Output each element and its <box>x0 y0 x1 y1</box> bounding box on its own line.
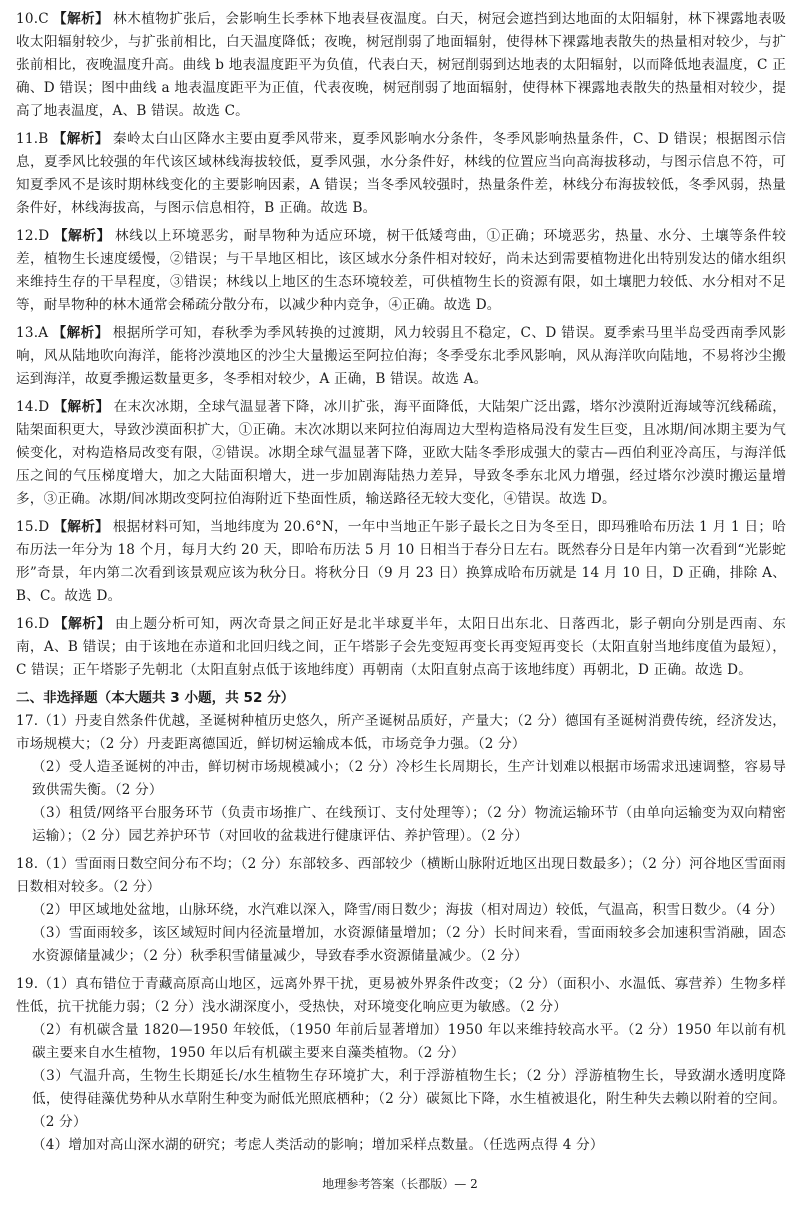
answer-item-11 <box>16 128 786 220</box>
answer-text: 根据材料可知，当地纬度为 20.6°N，一年中当地正午影子最长之日为冬至日，即玛雅哈布历法 1 月 1 日；哈布历法一年分为 18 个月，每月大约 20 天，即哈布历法 5 月 10 日相当于春分日左右。既然春分日是年内第一次看到“光影蛇形”奇景，年内第二次看到该景观应该为秋分日。将秋分日（9 月 23 日）换算成哈布历就是 14 月 10 日，D 正确，排除 A、B、C。故选 D。 <box>16 519 786 604</box>
answer-paragraph: （4）增加对高山深水湖的研究；考虑人类活动的影响；增加采样点数量。（任选两点得 4 分） <box>32 1137 604 1153</box>
answer-paragraph: （3）气温升高，生物生长期延长/水生植物生存环境扩大，利于浮游植物生长；（2 分）浮游植物生长，导致湖水透明度降低，使得硅藻优势种从水草附生种变为耐低光照底栖种；（2 分）碳氮比下降，水生植被退化，附生种失去赖以附着的空间。（2 分） <box>32 1068 786 1130</box>
question-number: 12.D <box>16 228 50 244</box>
analysis-tag: 【解析】 <box>52 325 109 341</box>
question-number: 15.D <box>16 519 50 535</box>
answer-paragraph: （2）有机碳含量 1820—1950 年较低，（1950 年前后显著增加）1950 年以来维持较高水平。（2 分）1950 年以前有机碳主要来自水生植物，1950 年以后有机碳主要来自藻类植物。（2 分） <box>32 1022 786 1061</box>
answer-text: 由上题分析可知，两次奇景之间正好是北半球夏半年，太阳日出东北、日落西北，影子朝向分别是西南、东南，A、B 错误；由于该地在赤道和北回归线之间，正午塔影子会先变短再变长再变短再变长（太阳直射当地纬度值为最短），C 错误；正午塔影子先朝北（太阳直射点低于该地纬度）再朝南（太阳直射点高于该地纬度）再朝北，D 正确。故选 D。 <box>16 616 786 678</box>
analysis-tag: 【解析】 <box>53 228 111 244</box>
answer-item-14 <box>16 396 786 511</box>
analysis-tag: 【解析】 <box>52 131 109 147</box>
question-number: 11.B <box>16 131 49 147</box>
question-number: 13.A <box>16 325 49 341</box>
analysis-tag: 【解析】 <box>53 519 109 535</box>
answer-item-16 <box>16 613 786 682</box>
answer-text: 林线以上环境恶劣，耐旱物种为适应环境，树干低矮弯曲，①正确；环境恶劣，热量、水分、土壤等条件较差，植物生长速度缓慢，②错误；与干旱地区相比，该区域水分条件相对较好，尚未达到需要植物进化出特别发达的储水组织来维持生存的干旱程度，③错误；林线以上地区的生态环境较差，可供植物生长的资源有限，如土壤肥力较低、水分相对不足等，耐旱物种的林木通常会稀疏分散分布，以减少种内竞争，④正确。故选 D。 <box>16 228 786 313</box>
page-footer: 地理参考答案（长郡版）— 2 <box>322 1177 478 1191</box>
answer-paragraph: （2）甲区域地处盆地，山脉环绕，水汽难以深入，降雪/雨日数少；海拔（相对周边）较低，气温高，积雪日数少。（4 分） <box>32 902 784 918</box>
answer-paragraph: 17.（1）丹麦自然条件优越，圣诞树种植历史悠久，所产圣诞树品质好，产量大；（2 分）德国有圣诞树消费传统，经济发达，市场规模大；（2 分）丹麦距离德国近，鲜切树运输成本低，市场竞争力强。（2 分） <box>16 713 786 752</box>
answer-paragraph: 19.（1）真布错位于青藏高原高山地区，远离外界干扰，更易被外界条件改变；（2 分）（面积小、水温低、寡营养）生物多样性低，抗干扰能力弱；（2 分）浅水湖深度小，受热快，对环境变化响应更为敏感。（2 分） <box>16 976 786 1015</box>
answer-item-12 <box>16 225 786 317</box>
answer-paragraph <box>16 225 786 317</box>
analysis-tag: 【解析】 <box>53 616 111 632</box>
answer-item-17 <box>16 710 786 848</box>
analysis-tag: 【解析】 <box>53 399 110 415</box>
answer-paragraph <box>16 396 786 511</box>
answer-paragraph: 18.（1）雪面雨日数空间分布不均；（2 分）东部较多、西部较少（横断山脉附近地区出现日数最多）；（2 分）河谷地区雪面雨日数相对较多。（2 分） <box>16 856 786 895</box>
answer-paragraph <box>16 613 786 682</box>
answer-paragraph <box>16 8 786 123</box>
answer-item-15 <box>16 516 786 608</box>
answer-text: 根据所学可知，春秋季为季风转换的过渡期，风力较弱且不稳定，C、D 错误。夏季索马里半岛受西南季风影响，风从陆地吹向海洋，能将沙漠地区的沙尘大量搬运至阿拉伯海；冬季受东北季风影响，风从海洋吹向陆地，不易将沙尘搬运到海洋，故夏季搬运数量更多，冬季相对较少，A 正确，B 错误。故选 A。 <box>16 325 786 387</box>
answer-item-18 <box>16 853 786 968</box>
answer-text: 林木植物扩张后，会影响生长季林下地表昼夜温度。白天，树冠会遮挡到达地面的太阳辐射，林下裸露地表吸收太阳辐射较少，与扩张前相比，白天温度降低；夜晚，树冠削弱了地面辐射，使得林下裸露地表散失的热量相对较少，与扩张前相比，夜晚温度升高。曲线 b 地表温度距平为负值，代表白天，树冠削弱到达地表的太阳辐射，以而降低地表温度，C 正确、D 错误；图中曲线 a 地表温度距平为正值，代表夜晚，树冠削弱了地面辐射，使得林下裸露地表散失的热量相对较少，提高了地表温度，A、B 错误。故选 C。 <box>16 11 786 119</box>
answer-item-10 <box>16 8 786 123</box>
question-number: 14.D <box>16 399 50 415</box>
answer-paragraph <box>16 128 786 220</box>
answer-paragraph: （3）雪面雨较多，该区域短时间内径流量增加，水资源储量增加；（2 分）长时间来看，雪面雨较多会加速积雪消融，固态水资源储量减少；（2 分）秋季积雪储量减少，导致春季水资源储量减少。（2 分） <box>32 925 786 964</box>
question-number: 16.D <box>16 616 50 632</box>
answer-paragraph: （2）受人造圣诞树的冲击，鲜切树市场规模减小；（2 分）冷杉生长周期长，生产计划难以根据市场需求迅速调整，容易导致供需失衡。（2 分） <box>32 759 786 798</box>
question-number: 10.C <box>16 11 49 27</box>
answer-text: 秦岭太白山区降水主要由夏季风带来，夏季风影响水分条件，冬季风影响热量条件，C、D 错误；根据图示信息，夏季风比较强的年代该区域林线海拔较低，夏季风强，水分条件好，林线的位置应当向高海拔移动，与图示信息不符，可知夏季风不是该时期林线变化的主要影响因素，A 错误；当冬季风较强时，热量条件差，林线分布海拔较低，冬季风弱，热量条件好，林线海拔高，与图示信息相符，B 正确。故选 B。 <box>16 131 786 216</box>
answer-item-13 <box>16 322 786 391</box>
answer-paragraph: （3）租赁/网络平台服务环节（负责市场推广、在线预订、支付处理等）；（2 分）物流运输环节（由单向运输变为双向精密运输）；（2 分）园艺养护环节（对回收的盆栽进行健康评估、养护管理）。（2 分） <box>32 805 786 844</box>
answer-paragraph <box>16 322 786 391</box>
answer-text: 在末次冰期，全球气温显著下降，冰川扩张，海平面降低，大陆架广泛出露，塔尔沙漠附近海域等沉线稀疏，陆架面积更大，导致沙漠面积扩大，①正确。末次冰期以来阿拉伯海周边大型构造格局没有发生巨变，且冰期/间冰期主要为气候变化，对构造格局改变有限，②错误。冰期全球气温显著下降，亚欧大陆冬季形成强大的蒙古—西伯利亚冷高压，与海洋低压之间的气压梯度增大，加之大陆面积增大，进一步加剧海陆热力差异，导致冬季东北风力增强，经过塔尔沙漠时搬运量增多，③正确。冰期/间冰期改变阿拉伯海附近下垫面性质，输送路径无较大变化，④错误。故选 D。 <box>16 399 786 507</box>
answer-item-19 <box>16 973 786 1157</box>
section-heading: 二、非选择题（本大题共 3 小题，共 52 分） <box>16 690 295 706</box>
analysis-tag: 【解析】 <box>52 11 110 27</box>
answer-paragraph <box>16 516 786 608</box>
